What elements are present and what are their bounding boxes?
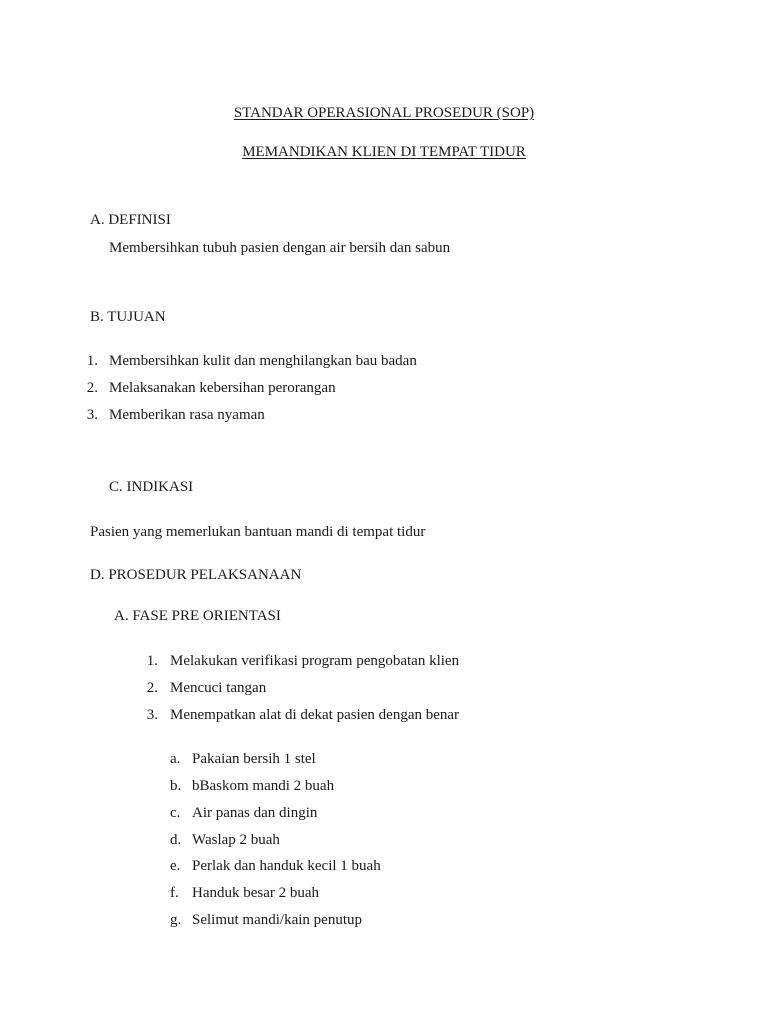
list-item-number: 1. [86, 353, 98, 369]
list-item-number: 1. [146, 653, 158, 669]
document-title [0, 104, 768, 122]
list-item-letter: b. [170, 778, 182, 794]
document-title-text: STANDAR OPERASIONAL PROSEDUR (SOP) [233, 105, 535, 121]
list-item-letter: f. [170, 885, 179, 901]
list-item-letter: e. [170, 858, 181, 874]
list-item: Mencuci tangan [170, 680, 267, 696]
list-item-number: 2. [146, 680, 158, 696]
section-c-text: Pasien yang memerlukan bantuan mandi di tempat tidur [90, 524, 426, 540]
list-item: Memberikan rasa nyaman [109, 407, 265, 423]
list-item-letter: a. [170, 751, 181, 767]
list-item: Pakaian bersih 1 stel [192, 751, 316, 767]
list-item-letter: c. [170, 805, 181, 821]
list-item-letter: g. [170, 912, 182, 928]
section-d-heading: D. PROSEDUR PELAKSANAAN [90, 567, 302, 583]
list-item: Menempatkan alat di dekat pasien dengan benar [170, 707, 460, 723]
document-subtitle [0, 143, 768, 161]
list-item-letter: d. [170, 832, 182, 848]
list-item: Waslap 2 buah [192, 832, 280, 848]
section-b-heading: B. TUJUAN [90, 309, 166, 325]
list-item: bBaskom mandi 2 buah [192, 778, 335, 794]
list-item-number: 2. [86, 380, 98, 396]
list-item: Air panas dan dingin [192, 805, 318, 821]
list-item: Membersihkan kulit dan menghilangkan bau badan [109, 353, 417, 369]
document-subtitle-text: MEMANDIKAN KLIEN DI TEMPAT TIDUR [242, 144, 526, 160]
section-a-text: Membersihkan tubuh pasien dengan air bersih dan sabun [109, 240, 451, 256]
list-item: Perlak dan handuk kecil 1 buah [192, 858, 381, 874]
list-item-number: 3. [146, 707, 158, 723]
section-a-heading: A. DEFINISI [90, 212, 171, 228]
list-item: Melaksanakan kebersihan perorangan [109, 380, 336, 396]
list-item: Handuk besar 2 buah [192, 885, 320, 901]
phase-a-heading: A. FASE PRE ORIENTASI [114, 608, 281, 624]
list-item: Selimut mandi/kain penutup [192, 912, 362, 928]
section-c-heading: C. INDIKASI [109, 479, 194, 495]
list-item-number: 3. [86, 407, 98, 423]
list-item: Melakukan verifikasi program pengobatan klien [170, 653, 460, 669]
